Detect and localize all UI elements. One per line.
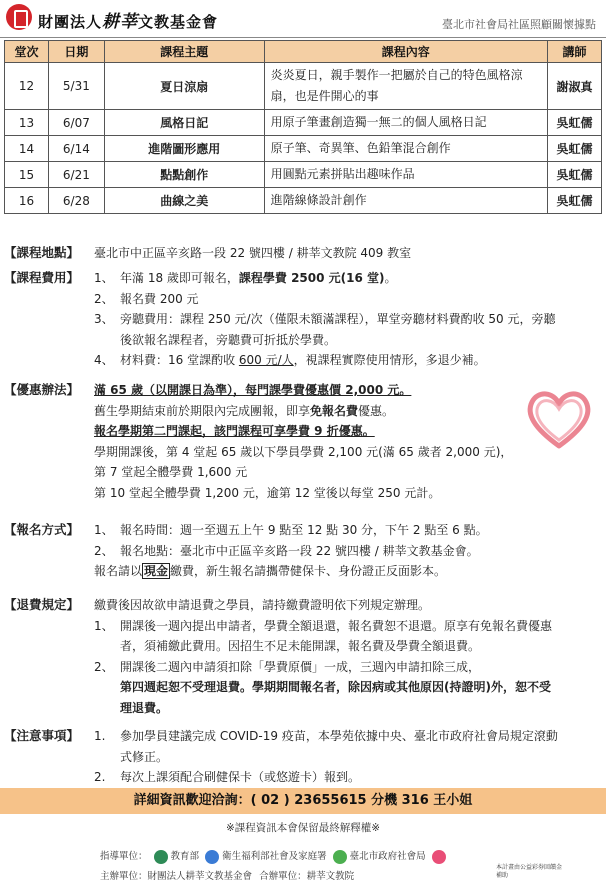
taipei-logo-icon [333,850,347,864]
moe-logo-icon [154,850,168,864]
payment-text: 繳費，新生報名請攜帶健保卡、身份證正反面影本。 [170,564,447,578]
host-units-line [100,868,354,882]
list-item [94,350,598,371]
table-row [5,136,602,162]
session-cell: 15 [5,162,49,188]
header-right-text: 臺北市社會局社區照顧關懷據點 [442,18,596,31]
refund-body [94,595,598,718]
refund-intro: 繳費後因故欲申請退費之學員，請持繳費證明依下列規定辦理。 [94,598,431,612]
location-label: 【課程地點】 [4,245,80,260]
teacher-cell: 吳虹儒 [548,188,602,214]
notes-section [0,726,606,786]
contact-banner: 詳細資訊歡迎洽詢：( 02 ) 23655615 分機 316 王小姐 [0,788,606,814]
item-number: 1. [94,729,106,743]
signup-label: 【報名方式】 [4,522,80,537]
rights-notice: ※課程資訊本會保留最終解釋權※ [225,822,381,834]
refund-rule-bold: 第四週起恕不受理退費。學期期間報名者，除因病或其他原因(持證明)外，恕不受 [120,680,551,694]
item-number: 2、 [94,543,114,558]
refund-text: 開課後一週內提出申請者，學費全額退還，報名費恕不退還。原享有免報名費優惠 [120,618,553,633]
teacher-cell: 吳虹儒 [548,136,602,162]
topic-cell: 風格日記 [104,110,264,136]
session-cell: 14 [5,136,49,162]
discount-text: 舊生學期結束前於期限內完成團報，即享 [94,403,311,418]
late-enroll-text: 學期開課後，第 4 堂起 65 歲以下學員學費 2,100 元(滿 65 歲者 2,000 元)， [94,444,513,459]
mohw-logo-icon [205,850,219,864]
item-number: 4、 [94,353,114,367]
table-header-row [5,41,602,63]
foundation-logo-icon [6,4,32,30]
item-number: 1、 [94,618,114,633]
table-row [5,188,602,214]
date-cell: 6/14 [48,136,104,162]
fee-item-text: ，視課程實際使用情形，多退少補。 [293,353,486,367]
material-fee-highlight: 600 元/人 [238,353,294,367]
discount-body [94,380,598,503]
content-cell: 進階線條設計創作 [264,188,547,214]
senior-discount-text: 滿 65 歲（以開課日為準），每門課學費優惠價 2,000 元。 [94,383,412,397]
course-schedule-table [4,40,602,214]
topic-cell: 夏日涼扇 [104,63,264,110]
mohw-name: 衛生福利部社會及家庭署 [222,851,327,862]
col-header-content: 課程內容 [264,41,547,63]
late-enroll-text: 第 10 堂起全體學費 1,200 元，逾第 12 堂後以每堂 250 元計。 [94,485,441,500]
notes-body [94,726,598,788]
org-suffix: 文教基金會 [138,13,219,31]
item-number: 1、 [94,271,114,285]
table-row [5,63,602,110]
fees-label: 【課程費用】 [4,270,80,285]
fee-item-text: 報名費 200 元 [120,291,199,306]
list-item [94,289,598,310]
group-discount-text [94,401,598,422]
refund-label: 【退費規定】 [4,597,80,612]
col-header-topic: 課程主題 [104,41,264,63]
content-cell: 原子筆、奇異筆、色鉛筆混合創作 [264,136,547,162]
note-text: 參加學員建議完成 COVID-19 疫苗，本學苑依據中央、臺北市政府社會局規定滾動 [120,729,558,743]
fee-item-continuation: 後欲報名課程者，旁聽費可折抵於學費。 [120,332,337,347]
cash-highlight: 現金 [144,564,169,578]
item-number: 2、 [94,659,114,674]
date-cell: 6/07 [48,110,104,136]
co-host-name: 耕莘文教院 [306,871,355,882]
col-header-teacher: 講師 [548,41,602,63]
page-header [0,0,606,38]
taipei-name: 臺北市政府社會局 [349,851,426,862]
guide-units-line [100,848,449,864]
content-cell: 炎炎夏日，親手製作一把屬於自己的特色風格涼扇，也是件開心的事 [264,63,547,110]
fees-section [0,268,606,376]
discount-label: 【優惠辦法】 [4,382,80,397]
lottery-note: 本計畫由公益彩券回饋金補助 [496,864,563,879]
item-number: 2. [94,770,106,784]
signup-hours-text: 報名時間：週一至週五上午 9 點至 12 點 30 分，下午 2 點至 6 點。 [120,523,488,537]
refund-section [0,595,606,720]
late-enroll-text: 第 7 堂起全體學費 1,600 元 [94,465,248,479]
heart-icon [524,384,594,454]
date-cell: 5/31 [48,63,104,110]
session-cell: 13 [5,110,49,136]
list-item [94,616,598,637]
list-item [94,309,598,330]
topic-cell: 進階圖形應用 [104,136,264,162]
content-cell: 用圓點元素拼貼出趣味作品 [264,162,547,188]
item-number: 1、 [94,523,114,537]
refund-text: 開課後二週內申請須扣除「學費原價」一成，三週內申請扣除三成， [120,659,481,674]
list-item [94,541,598,562]
lottery-logo-icon [432,850,446,864]
org-name [38,7,218,32]
teacher-cell: 謝淑真 [548,63,602,110]
content-cell: 用原子筆畫創造獨一無二的個人風格日記 [264,110,547,136]
location-section [0,243,606,265]
item-number: 3、 [94,312,114,326]
refund-continuation: 者，須補繳此費用。因招生不足未能開課，報名費及學費全額退費。 [120,639,481,653]
fee-waiver-highlight: 免報名費 [310,403,359,418]
session-cell: 12 [5,63,49,110]
moe-name: 教育部 [170,851,200,862]
signup-location-text: 報名地點：臺北市中正區辛亥路一段 22 號四樓 / 耕莘文教基金會。 [120,543,479,558]
list-item [94,726,598,747]
list-item [94,767,598,788]
note-continuation: 式修正。 [120,749,169,764]
list-item [94,268,598,289]
col-header-date: 日期 [48,41,104,63]
session-cell: 16 [5,188,49,214]
list-item [94,657,598,678]
list-item [94,520,598,541]
guide-label: 指導單位： [100,851,148,862]
host-name: 財團法人耕莘文教基金會 [147,871,253,882]
discount-text: 優惠。 [358,403,395,418]
signup-section [0,520,606,586]
teacher-cell: 吳虹儒 [548,162,602,188]
second-course-discount-text: 報名學期第二門課起，該門課程可享學費 9 折優惠。 [94,424,375,438]
table-row [5,110,602,136]
host-label: 主辦單位： [100,871,148,882]
note-text: 每次上課須配合刷健保卡（或悠遊卡）報到。 [120,770,361,784]
fees-body [94,268,598,371]
col-header-session: 堂次 [5,41,49,63]
item-number: 2、 [94,291,114,306]
fee-item-text: 。 [384,271,397,285]
date-cell: 6/21 [48,162,104,188]
fee-item-text: 年滿 18 歲即可報名， [120,271,239,285]
org-brand: 耕莘 [102,12,139,32]
teacher-cell: 吳虹儒 [548,110,602,136]
notes-label: 【注意事項】 [4,728,80,743]
date-cell: 6/28 [48,188,104,214]
tuition-highlight: 課程學費 2500 元(16 堂) [238,271,385,285]
signup-body [94,520,598,582]
location-text: 臺北市中正區辛亥路一段 22 號四樓 / 耕莘文教院 409 教室 [94,246,412,260]
co-host-label: 合辦單位： [259,871,307,882]
fee-item-text: 旁聽費用：課程 250 元/次（僅限未額滿課程），單堂旁聽材料費酌收 50 元，旁聽 [120,312,556,326]
org-prefix: 財團法人 [38,13,103,31]
topic-cell: 點點創作 [104,162,264,188]
refund-rule-bold: 理退費。 [120,700,169,715]
fee-item-text: 材料費：16 堂課酌收 [120,353,239,367]
discount-section [0,380,606,515]
payment-text: 報名請以 [94,564,143,578]
payment-note [94,561,598,582]
topic-cell: 曲線之美 [104,188,264,214]
table-row [5,162,602,188]
sponsors-footer [100,846,600,886]
